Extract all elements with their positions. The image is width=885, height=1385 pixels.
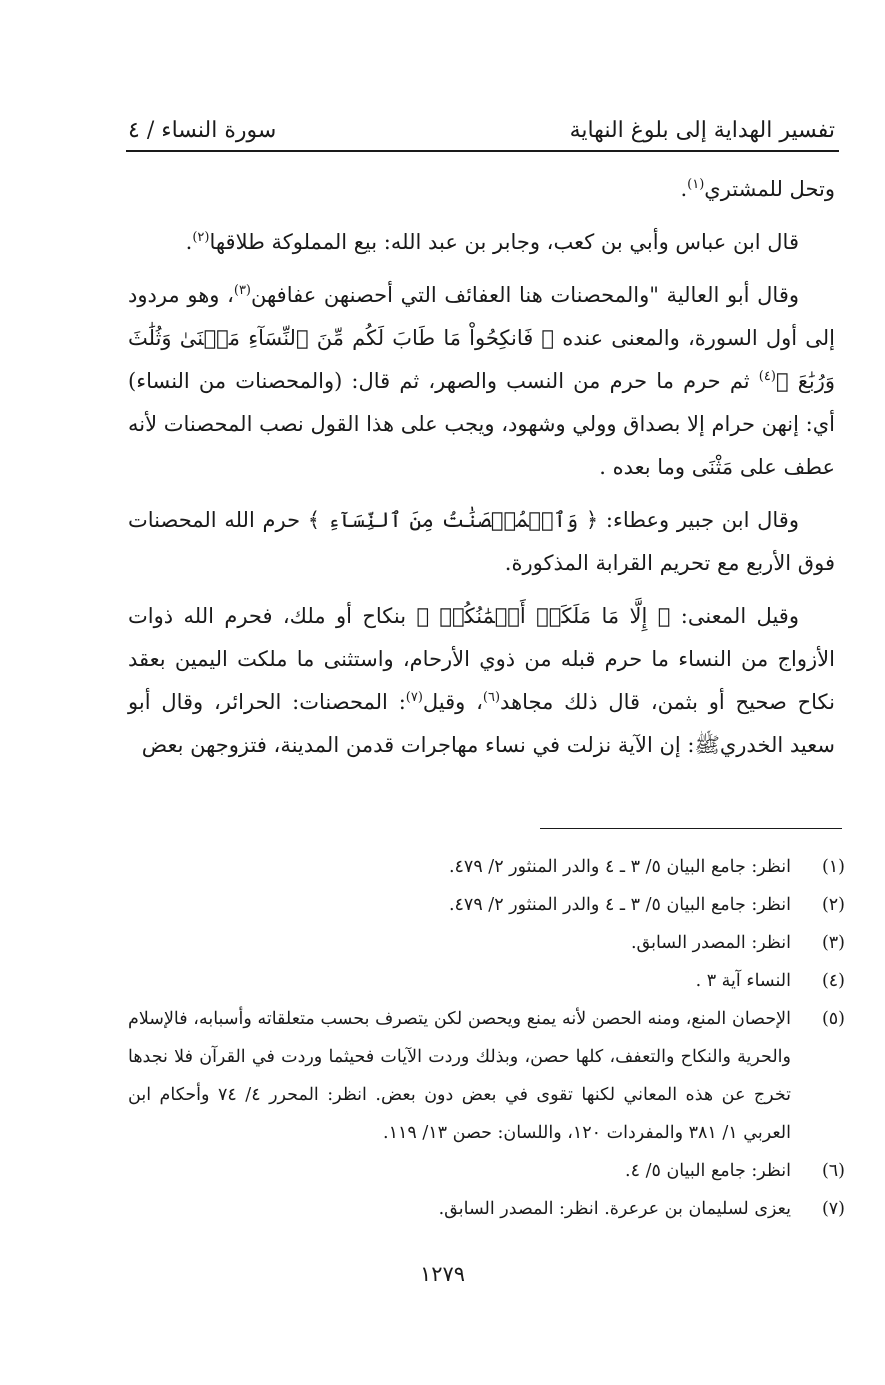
- footnote-number: (٦): [821, 1161, 845, 1181]
- quran-verse: ﴿ فَانكِحُواْ مَا طَابَ لَكُم مِّنَ ٱلنِّسَآءِ مَثۡنَىٰ وَثُلَٰثَ وَرُبَٰعَ ﴾: [128, 326, 835, 393]
- book-title: تفسير الهداية إلى بلوغ النهاية: [569, 117, 835, 143]
- text-run: .: [680, 177, 688, 201]
- footnote: [128, 1190, 845, 1228]
- surah-label: سورة النساء / ٤: [128, 117, 277, 143]
- footnote-ref: (١): [687, 177, 705, 192]
- footnote-number: (٣): [821, 933, 845, 953]
- footnote-text: الإحصان المنع، ومنه الحصن لأنه يمنع ويحصن لكن يتصرف بحسب متعلقاته وأسبابه، فالإسلام والحرية والنكاح والتعفف، كلها حصن، وبذلك وردت الآيات فحيثما وردت في القرآن فلا نجدها تخرج عن هذه المعاني لكنها تقوى في بعض دون بعض. انظر: المحرر ٤/ ٧٤ وأحكام ابن العربي ١/ ٣٨١ والمفردات ١٢٠، واللسان: حصن ١٣/ ١١٩.: [128, 1009, 791, 1143]
- text-run: قال ابن عباس وأبي بن كعب، وجابر بن عبد الله: بيع المملوكة طلاقها: [209, 230, 799, 254]
- text-run: حرم الله المحصنات فوق الأربع مع تحريم القرابة المذكورة.: [128, 508, 835, 575]
- text-run: بنكاح أو ملك، فحرم الله ذوات الأزواج من النساء ما حرم قبله من ذوي الأرحام، واستثنى ما ملكت اليمين بعقد نكاح صحيح أو بثمن، قال ذلك مجاهد: [128, 604, 836, 714]
- footnote-ref: (٣): [233, 283, 251, 298]
- text-run: وتحل للمشتري: [704, 177, 835, 201]
- footnote: [128, 1000, 845, 1152]
- footnote-number: (١): [821, 857, 845, 877]
- footnote-text: يعزى لسليمان بن عرعرة. انظر: المصدر السابق.: [438, 1199, 791, 1219]
- main-text: [128, 168, 835, 777]
- quran-verse: ﴿ إِلَّا مَا مَلَكَتۡ أَيۡمَٰنُكُمۡ ﴾: [416, 604, 671, 628]
- text-run: وقال ابن جبير وعطاء:: [598, 508, 799, 532]
- footnote-text: انظر: جامع البيان ٥/ ٣ ـ ٤ والدر المنثور ٢/ ٤٧٩.: [448, 895, 791, 915]
- text-run: ﷺ: [694, 733, 720, 757]
- paragraph: [128, 274, 835, 489]
- footnote: [128, 848, 845, 886]
- footnote-ref: (٦): [482, 690, 501, 705]
- footnote: [128, 962, 845, 1000]
- quran-verse: ﴿ وَٱلۡمُحۡصَنَٰتُ مِنَ ٱلنِّسَآءِ ﴾: [307, 508, 599, 532]
- paragraph: [128, 499, 835, 585]
- footnote-number: (٢): [821, 895, 845, 915]
- footnote-text: انظر: المصدر السابق.: [630, 933, 791, 953]
- text-run: .: [185, 230, 193, 254]
- text-run: ثم حرم ما حرم من النسب والصهر، ثم قال: (والمحصنات من النساء) أي: إنهن حرام إلا بصداق وولي وشهود، ويجب على هذا القول نصب المحصنات لأنه عطف على مَثْنَى وما بعده .: [128, 369, 835, 479]
- footnote-text: النساء آية ٣ .: [695, 971, 791, 991]
- footnote-number: (٧): [821, 1199, 845, 1219]
- running-header: [128, 108, 835, 152]
- header-divider: [126, 150, 839, 152]
- footnote-ref: (٢): [192, 230, 210, 245]
- footnote-divider: [540, 828, 842, 829]
- paragraph: [128, 595, 835, 767]
- text-run: : المحصنات: الحرائر، وقال أبو سعيد الخدري: [128, 690, 835, 757]
- footnote-ref: (٧): [405, 690, 423, 705]
- text-run: وقيل المعنى:: [670, 604, 799, 628]
- text-run: : إن الآية نزلت في نساء مهاجرات قدمن المدينة، فتزوجهن بعض: [141, 733, 695, 757]
- paragraph: [128, 168, 835, 211]
- page-number: ١٢٧٩: [419, 1262, 466, 1286]
- footnote-number: (٤): [821, 971, 845, 991]
- text-run: ، وهو مردود إلى أول السورة، والمعنى عنده: [128, 283, 835, 350]
- paragraph: [128, 221, 835, 264]
- footnote: [128, 1152, 845, 1190]
- footnote: [128, 886, 845, 924]
- footnotes: [128, 848, 845, 1228]
- footnote-text: انظر: جامع البيان ٥/ ٤.: [625, 1161, 791, 1181]
- footnote-ref: (٤): [758, 369, 776, 384]
- text-run: وقال أبو العالية "والمحصنات هنا العفائف التي أحصنهن عفافهن: [251, 283, 800, 307]
- text-run: ، وقيل: [422, 690, 483, 714]
- footnote-text: انظر: جامع البيان ٥/ ٣ ـ ٤ والدر المنثور ٢/ ٤٧٩.: [448, 857, 791, 877]
- footnote-number: (٥): [821, 1009, 845, 1029]
- footnote: [128, 924, 845, 962]
